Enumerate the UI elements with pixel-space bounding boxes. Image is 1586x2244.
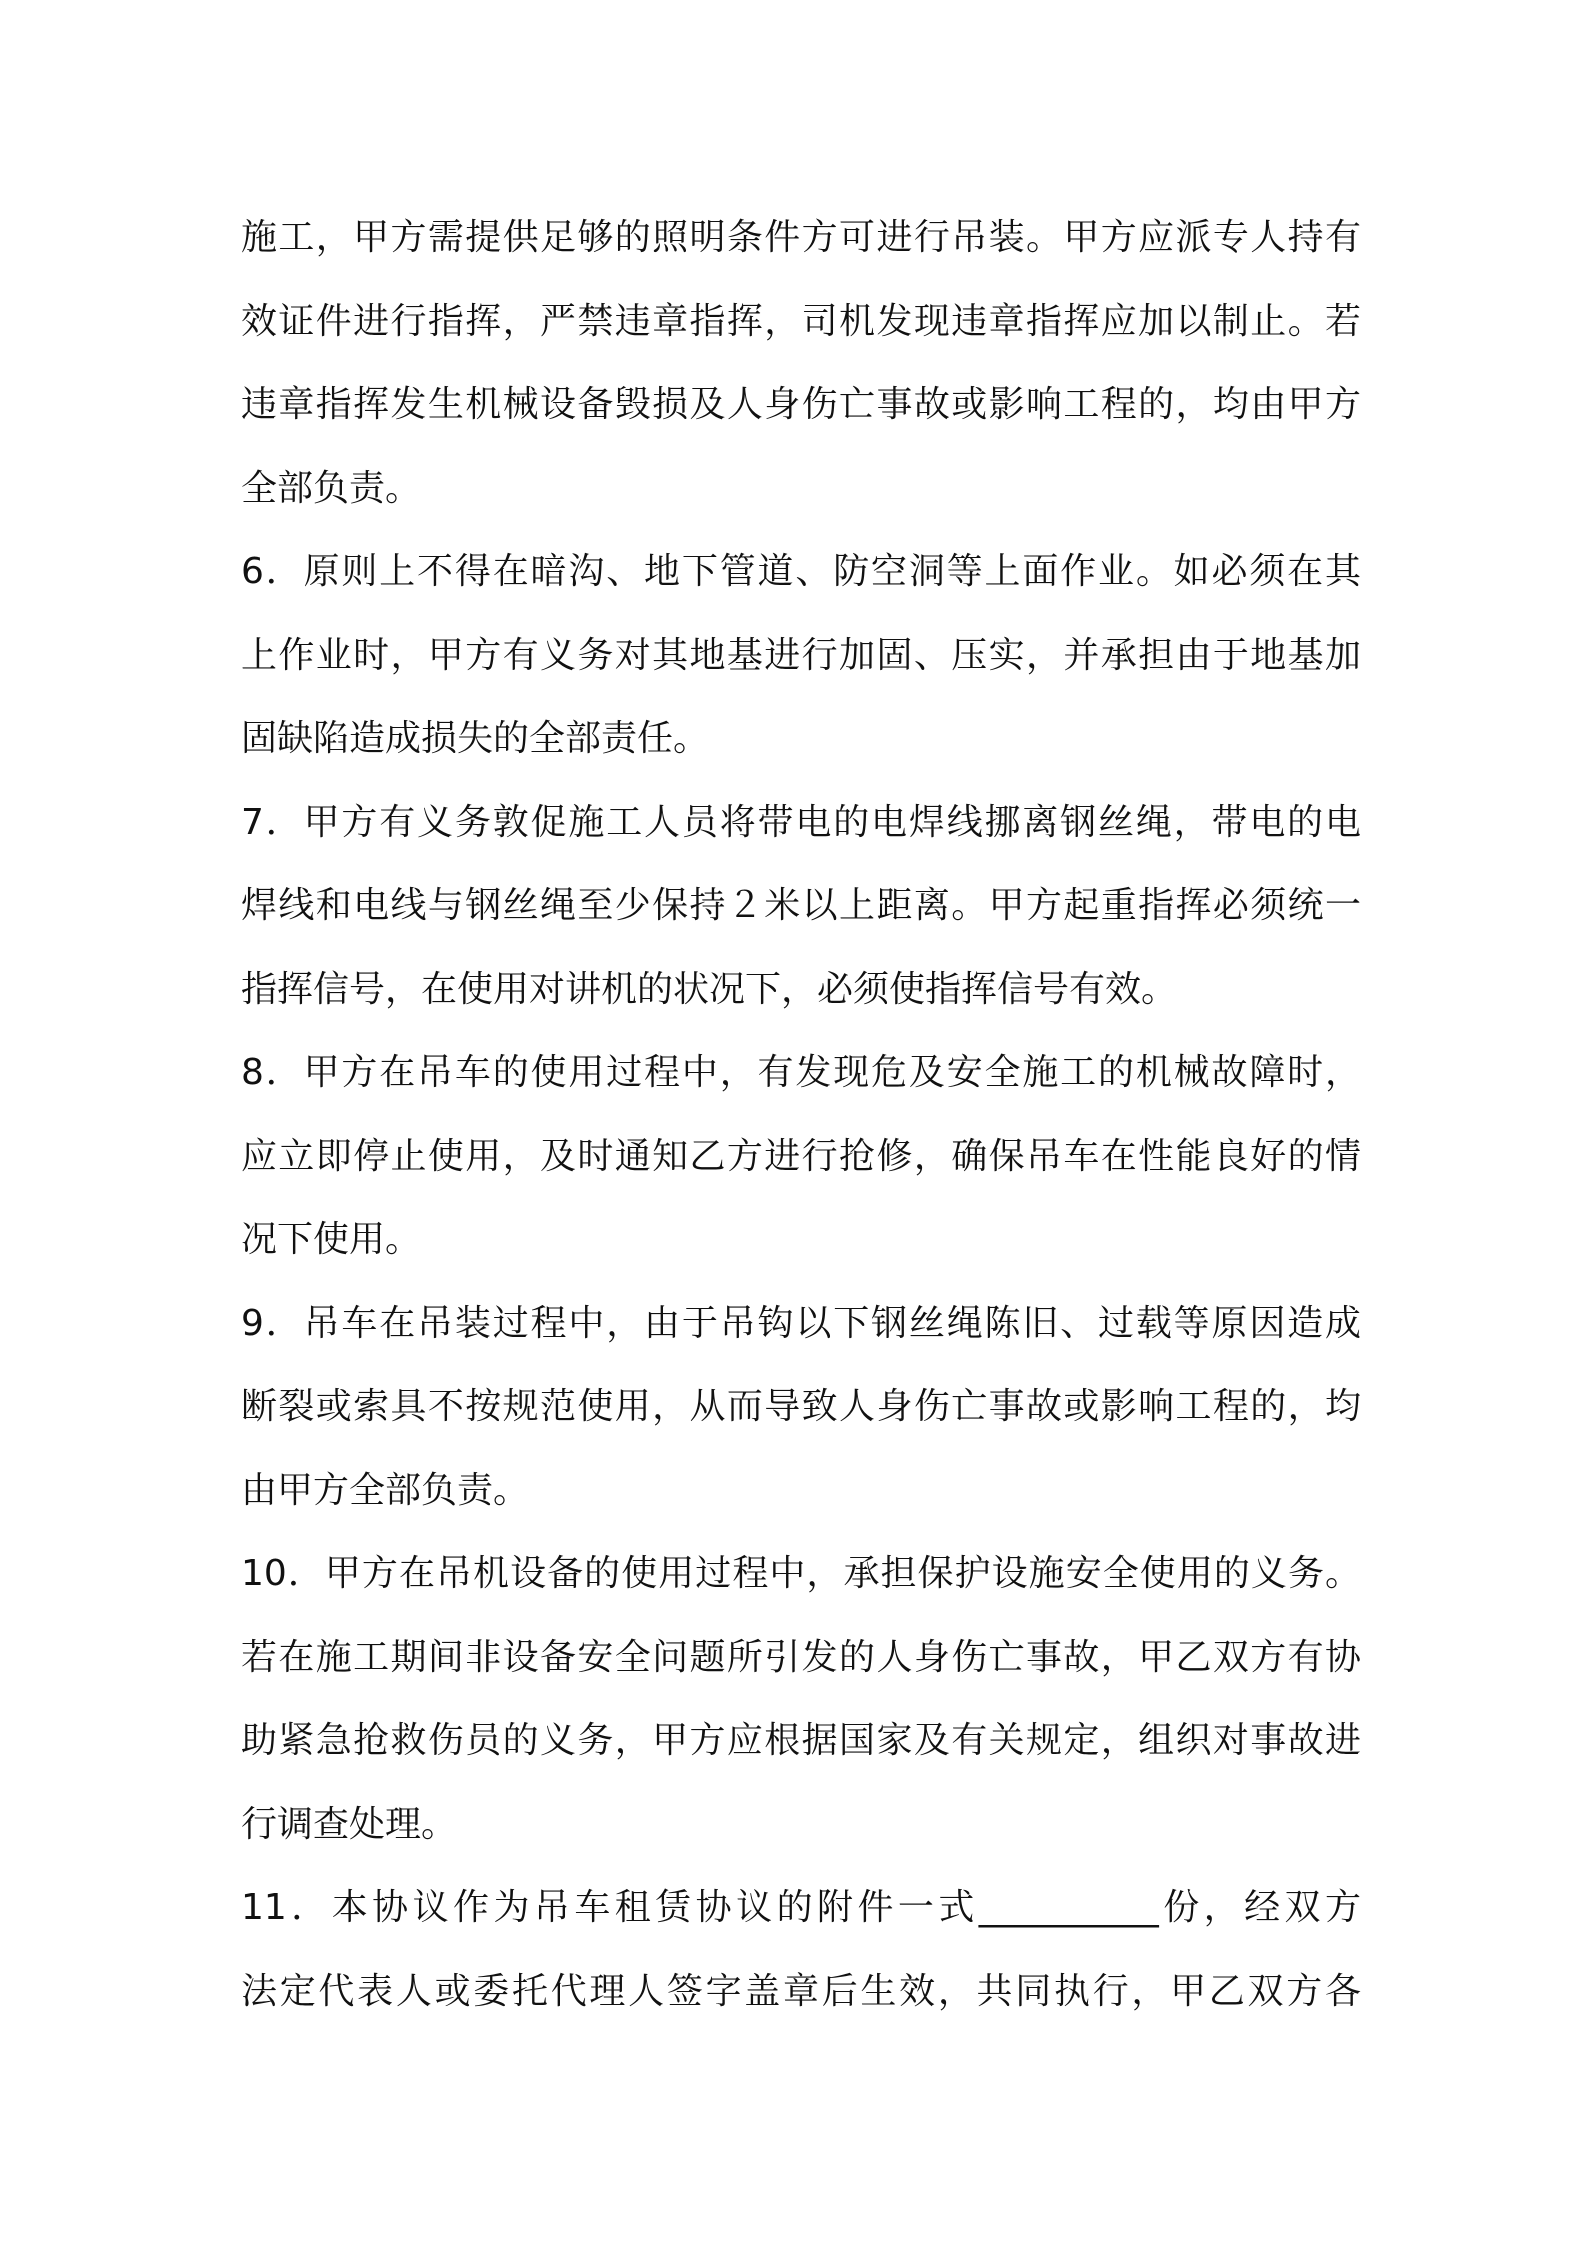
text-line: 行调查处理。 [241, 1803, 458, 1845]
text-line: 助紧急抢救伤员的义务，甲方应根据国家及有关规定，组织对事故进 [241, 1720, 1361, 1761]
text-line: 上作业时，甲方有义务对其地基进行加固、压实，并承担由于地基加 [241, 634, 1361, 676]
text-line: 效证件进行指挥，严禁违章指挥，司机发现违章指挥应加以制止。若 [241, 300, 1361, 342]
text-line: 由甲方全部负责。 [241, 1469, 530, 1511]
paragraph-continuation [241, 196, 1361, 530]
text-line: 法定代表人或委托代理人签字盖章后生效，共同执行，甲乙双方各 [241, 1970, 1361, 2012]
text-line: 应立即停止使用，及时通知乙方进行抢修，确保吊车在性能良好的情 [241, 1135, 1361, 1177]
text-line: 况下使用。 [241, 1219, 422, 1260]
text-line: 6．原则上不得在暗沟、地下管道、防空洞等上面作业。如必须在其 [241, 551, 1361, 592]
clause-11 [241, 1866, 1361, 2033]
text-line: 若在施工期间非设备安全问题所引发的人身伤亡事故，甲乙双方有协 [241, 1636, 1361, 1678]
text-line: 违章指挥发生机械设备毁损及人身伤亡事故或影响工程的，均由甲方 [241, 384, 1361, 425]
document-body [241, 196, 1361, 2033]
clause-6 [241, 530, 1361, 781]
text-line: 断裂或索具不按规范使用，从而导致人身伤亡事故或影响工程的，均 [241, 1386, 1361, 1427]
text-line: 11．本协议作为吊车租赁协议的附件一式__________份，经双方 [241, 1887, 1361, 1928]
text-line: 7．甲方有义务敦促施工人员将带电的电焊线挪离钢丝绳，带电的电 [241, 801, 1361, 843]
text-line: 固缺陷造成损失的全部责任。 [241, 718, 710, 759]
text-line: 指挥信号，在使用对讲机的状况下，必须使指挥信号有效。 [241, 968, 1178, 1010]
text-line: 8．甲方在吊车的使用过程中，有发现危及安全施工的机械故障时， [241, 1052, 1361, 1093]
text-line: 焊线和电线与钢丝绳至少保持２米以上距离。甲方起重指挥必须统一 [241, 885, 1361, 926]
text-line: 施工，甲方需提供足够的照明条件方可进行吊装。甲方应派专人持有 [241, 217, 1361, 258]
clause-10 [241, 1532, 1361, 1866]
text-line: 10．甲方在吊机设备的使用过程中，承担保护设施安全使用的义务。 [241, 1553, 1361, 1594]
clause-7 [241, 781, 1361, 1032]
clause-9 [241, 1282, 1361, 1533]
clause-8 [241, 1031, 1361, 1282]
text-line: 全部负责。 [241, 467, 422, 509]
text-line: 9．吊车在吊装过程中，由于吊钩以下钢丝绳陈旧、过载等原因造成 [241, 1302, 1361, 1344]
